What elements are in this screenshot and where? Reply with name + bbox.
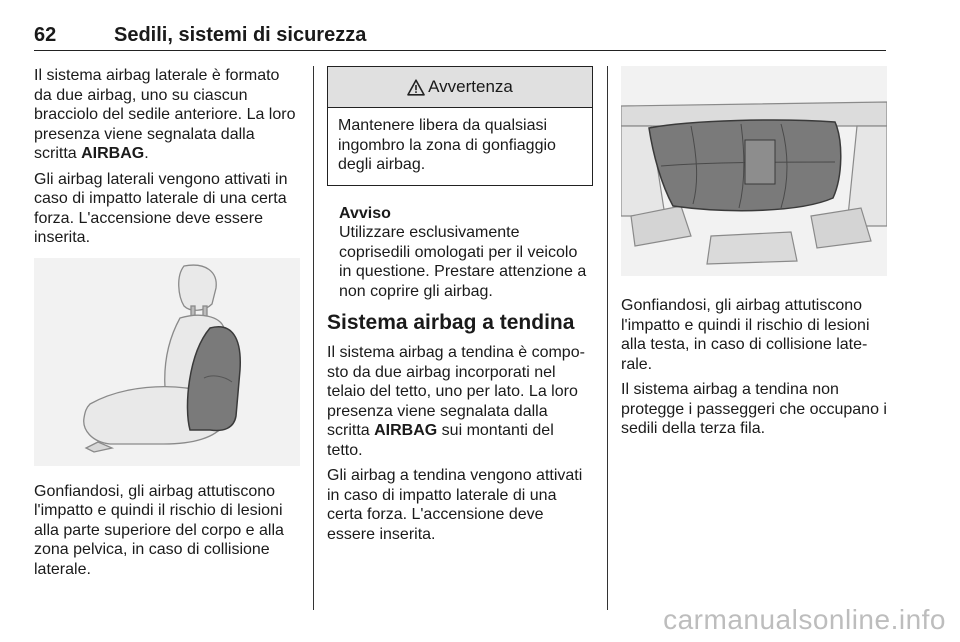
paragraph: Il sistema airbag laterale è formato da due airbag, uno su ciascun bracciolo del sedile anteriore. La loro presenza viene segnalata dalla scritta AIRBAG. bbox=[34, 67, 296, 162]
seat-airbag-illustration bbox=[34, 258, 300, 466]
column-right bbox=[621, 66, 887, 445]
column-divider bbox=[607, 66, 608, 610]
paragraph: Gli airbag laterali vengono attivati in caso di impatto laterale di una certa forza. L'accensione deve essere inserita. bbox=[34, 170, 288, 246]
section-heading: Sistema airbag a tendina bbox=[327, 311, 575, 334]
page-title: Sedili, sistemi di sicurezza bbox=[114, 24, 367, 46]
warning-box bbox=[327, 66, 593, 186]
paragraph: Gli airbag a tendina vengono attivati in caso di impatto laterale di una certa forza. L'accensione deve essere inserita. bbox=[327, 467, 583, 543]
airbag-label: AIRBAG bbox=[81, 145, 145, 162]
paragraph: Il sistema airbag a tendina non protegge i passeggeri che occupano i sedili della terza fila. bbox=[621, 381, 887, 437]
warning-header bbox=[328, 67, 592, 108]
paragraph: Gonfiandosi, gli airbag attutiscono l'impatto e quindi il rischio di lesioni alla parte superiore del corpo e alla zona pelvica, in caso di collisione laterale. bbox=[34, 482, 284, 578]
column-left bbox=[34, 66, 300, 585]
note-title: Avviso bbox=[339, 204, 391, 222]
column-divider bbox=[313, 66, 314, 610]
page-number: 62 bbox=[34, 24, 57, 46]
note-block bbox=[327, 186, 593, 302]
airbag-label: AIRBAG bbox=[374, 422, 438, 439]
warning-triangle-icon bbox=[407, 79, 425, 96]
note-text: Utilizzare esclusivamente coprisedili omologati per il veicolo in questione. Prestare attenzione a non coprire gli airbag. bbox=[339, 224, 587, 300]
warning-text: Mantenere libera da qualsiasi ingombro la zona di gonfiaggio degli airbag. bbox=[338, 117, 556, 173]
paragraph: Gonfiandosi, gli airbag attutiscono l'impatto e quindi il rischio di lesioni alla testa, in caso di collisione late- rale. bbox=[621, 297, 870, 373]
warning-title: Avvertenza bbox=[428, 77, 513, 97]
column-middle bbox=[327, 66, 593, 550]
page-header bbox=[34, 22, 886, 51]
paragraph: Il sistema airbag a tendina è compo- sto da due airbag incorporati nel telaio del tetto, uno per lato. La loro presenza viene segnalata dalla scritta AIRBAG sui montanti del tetto. bbox=[327, 344, 585, 459]
watermark: carmanualsonline.info bbox=[663, 604, 946, 635]
curtain-airbag-illustration bbox=[621, 66, 887, 276]
